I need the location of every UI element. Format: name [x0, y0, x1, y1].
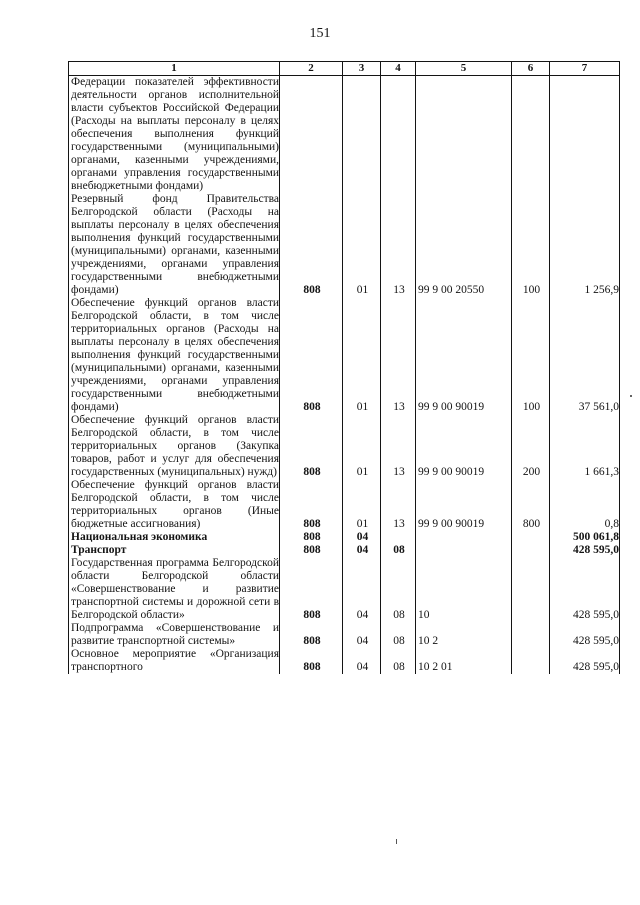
budget-table	[68, 61, 620, 674]
cell-subsection: 13	[381, 297, 416, 414]
cell-name: Обеспечение функций органов власти Белгородской области, в том числе территориальных органов (Иные бюджетные ассигнования)	[69, 479, 280, 531]
cell-section: 01	[343, 479, 381, 531]
cell-grbs	[280, 76, 343, 194]
cell-subsection: 08	[381, 622, 416, 648]
cell-subsection: 08	[381, 557, 416, 622]
cell-subsection: 08	[381, 544, 416, 557]
cell-amount: 428 595,0	[550, 544, 620, 557]
cell-grbs: 808	[280, 544, 343, 557]
cell-grbs: 808	[280, 648, 343, 674]
cell-name: Государственная программа Белгородской области Белгородской области «Совершенствование и развитие транспортной системы и дорожной сети в Белгородской области»	[69, 557, 280, 622]
cell-expense-type	[512, 531, 550, 544]
cell-name: Обеспечение функций органов власти Белгородской области, в том числе территориальных органов (Закупка товаров, работ и услуг для обеспечения государственных (муниципальных) нужд)	[69, 414, 280, 479]
cell-target-code: 99 9 00 90019	[416, 297, 512, 414]
cell-grbs: 808	[280, 414, 343, 479]
cell-target-code: 99 9 00 20550	[416, 193, 512, 297]
cell-target-code: 99 9 00 90019	[416, 414, 512, 479]
cell-name: Национальная экономика	[69, 531, 280, 544]
cell-name: Транспорт	[69, 544, 280, 557]
cell-section: 04	[343, 557, 381, 622]
cell-amount: 428 595,0	[550, 557, 620, 622]
cell-amount: 0,8	[550, 479, 620, 531]
cell-expense-type: 100	[512, 297, 550, 414]
cell-name: Подпрограмма «Совершенствование и развитие транспортной системы»	[69, 622, 280, 648]
table-row	[69, 622, 620, 648]
cell-section	[343, 76, 381, 194]
page-number: 151	[309, 26, 331, 41]
col-header-target-code: 5	[416, 62, 512, 76]
table-row	[69, 544, 620, 557]
table-row	[69, 76, 620, 194]
table-row	[69, 479, 620, 531]
cell-target-code: 10 2	[416, 622, 512, 648]
cell-subsection	[381, 531, 416, 544]
cell-section: 04	[343, 544, 381, 557]
cell-section: 01	[343, 193, 381, 297]
cell-name: Федерации показателей эффективности деятельности органов исполнительной власти субъектов Российской Федерации (Расходы на выплаты персоналу в целях обеспечения выполнения функций государственными (муниципальными) органами, казенными учреждениями, органами управления государственными внебюджетными фондами)	[69, 76, 280, 194]
cell-target-code: 99 9 00 90019	[416, 479, 512, 531]
cell-amount: 1 661,3	[550, 414, 620, 479]
cell-subsection: 08	[381, 648, 416, 674]
cell-expense-type: 200	[512, 414, 550, 479]
cell-section: 04	[343, 648, 381, 674]
cell-amount: 1 256,9	[550, 193, 620, 297]
col-header-subsection: 4	[381, 62, 416, 76]
cell-grbs: 808	[280, 622, 343, 648]
table-row	[69, 557, 620, 622]
cell-amount: 428 595,0	[550, 648, 620, 674]
table-row	[69, 414, 620, 479]
stray-dot	[630, 395, 632, 397]
cell-name: Резервный фонд Правительства Белгородской области (Расходы на выплаты персоналу в целях обеспечения выполнения функций государственными (муниципальными) органами, казенными учреждениями, органами управления государственными внебюджетными фондами)	[69, 193, 280, 297]
cell-amount: 37 561,0	[550, 297, 620, 414]
col-header-amount: 7	[550, 62, 620, 76]
cell-amount: 500 061,8	[550, 531, 620, 544]
cell-expense-type	[512, 622, 550, 648]
cell-section: 01	[343, 297, 381, 414]
col-header-name: 1	[69, 62, 280, 76]
cell-target-code	[416, 531, 512, 544]
cell-subsection: 13	[381, 479, 416, 531]
cell-expense-type	[512, 544, 550, 557]
col-header-grbs: 2	[280, 62, 343, 76]
cell-expense-type	[512, 557, 550, 622]
cell-grbs: 808	[280, 557, 343, 622]
col-header-section: 3	[343, 62, 381, 76]
budget-table-body	[69, 76, 620, 675]
cell-name: Основное мероприятие «Организация транспортного	[69, 648, 280, 674]
cell-target-code: 10 2 01	[416, 648, 512, 674]
table-row	[69, 297, 620, 414]
table-row	[69, 193, 620, 297]
stray-mark	[396, 839, 397, 844]
cell-subsection: 13	[381, 414, 416, 479]
cell-expense-type: 100	[512, 193, 550, 297]
cell-section: 04	[343, 622, 381, 648]
cell-grbs: 808	[280, 531, 343, 544]
table-row	[69, 531, 620, 544]
cell-target-code: 10	[416, 557, 512, 622]
cell-target-code	[416, 544, 512, 557]
cell-amount	[550, 76, 620, 194]
header-row	[69, 62, 620, 76]
cell-grbs: 808	[280, 193, 343, 297]
cell-expense-type: 800	[512, 479, 550, 531]
cell-subsection	[381, 76, 416, 194]
cell-grbs: 808	[280, 297, 343, 414]
cell-amount: 428 595,0	[550, 622, 620, 648]
cell-section: 04	[343, 531, 381, 544]
cell-expense-type	[512, 76, 550, 194]
cell-grbs: 808	[280, 479, 343, 531]
cell-name: Обеспечение функций органов власти Белгородской области, в том числе территориальных органов (Расходы на выплаты персоналу в целях обеспечения выполнения функций государственными (муниципальными) органами, казенными учреждениями, органами управления государственными внебюджетными фондами)	[69, 297, 280, 414]
col-header-expense-type: 6	[512, 62, 550, 76]
cell-target-code	[416, 76, 512, 194]
table-row	[69, 648, 620, 674]
cell-subsection: 13	[381, 193, 416, 297]
cell-section: 01	[343, 414, 381, 479]
cell-expense-type	[512, 648, 550, 674]
